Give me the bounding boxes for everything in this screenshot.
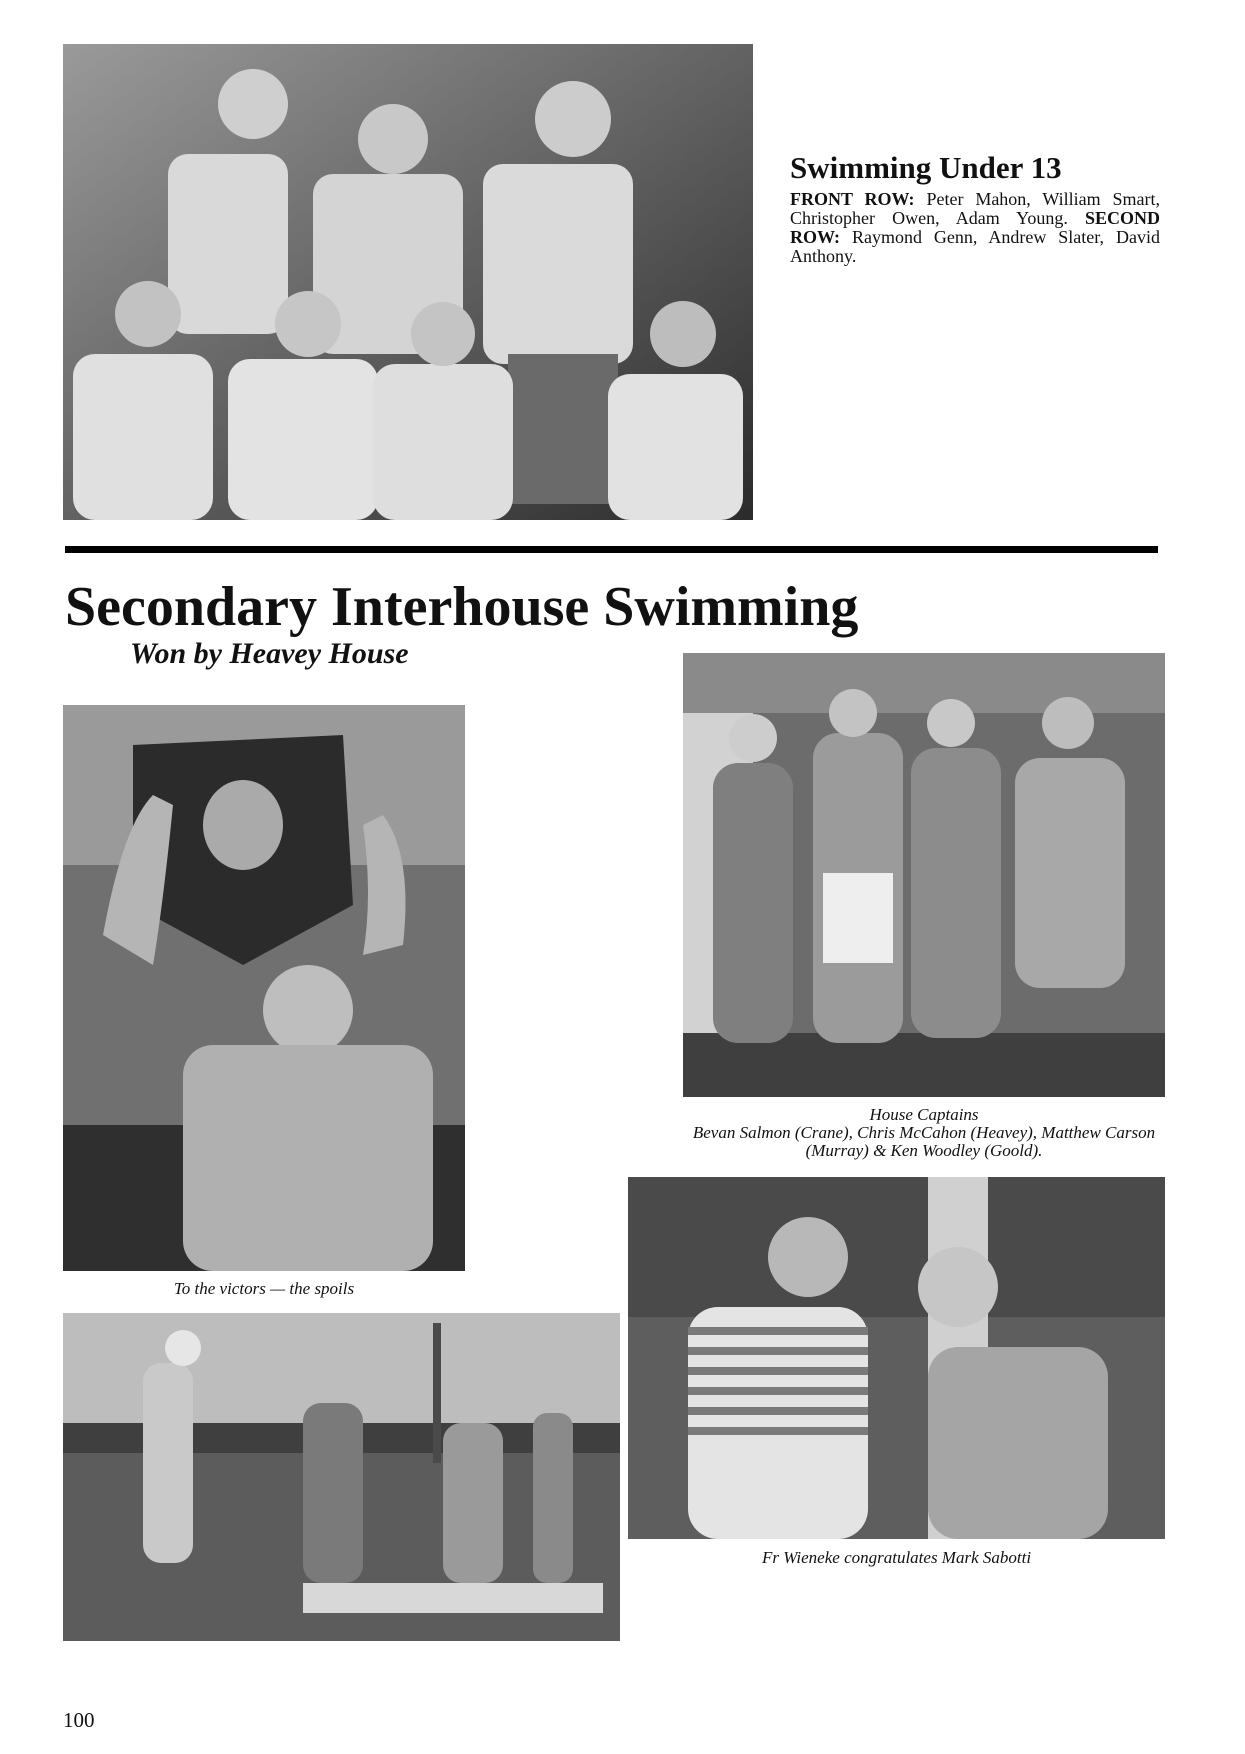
team-photo — [63, 44, 753, 520]
house-captains-caption-body: Bevan Salmon (Crane), Chris McCahon (Heavey), Matthew Carson (Murray) & Ken Woodley (Goold). — [692, 1123, 1156, 1160]
house-captains-photo — [683, 653, 1165, 1097]
house-captains-image — [683, 653, 1165, 1097]
section-divider — [65, 546, 1158, 553]
shield-caption: To the victors — the spoils — [173, 1279, 355, 1298]
page-number: 100 — [63, 1708, 95, 1732]
shield-photo — [63, 705, 465, 1271]
team-photo-title: Swimming Under 13 — [790, 150, 1062, 185]
congratulations-image — [628, 1177, 1165, 1539]
article-subhead: Won by Heavey House — [130, 637, 409, 670]
second-row-label: SECOND ROW: — [790, 208, 1160, 247]
front-row-label: FRONT ROW: — [790, 189, 915, 209]
front-row-names: Peter Mahon, William Smart, Christopher Owen, Adam Young. — [790, 189, 1160, 228]
team-photo-caption — [790, 190, 1160, 266]
race-start-image — [63, 1313, 620, 1641]
house-captains-caption — [683, 1106, 1165, 1160]
race-start-photo — [63, 1313, 620, 1641]
second-row-names: Raymond Genn, Andrew Slater, David Anthony. — [790, 227, 1160, 266]
article-headline: Secondary Interhouse Swimming — [65, 576, 859, 638]
congratulations-photo — [628, 1177, 1165, 1539]
team-photo-image — [63, 44, 753, 520]
shield-image — [63, 705, 465, 1271]
congratulations-caption: Fr Wieneke congratulates Mark Sabotti — [761, 1548, 1032, 1567]
house-captains-caption-title: House Captains — [869, 1105, 979, 1124]
